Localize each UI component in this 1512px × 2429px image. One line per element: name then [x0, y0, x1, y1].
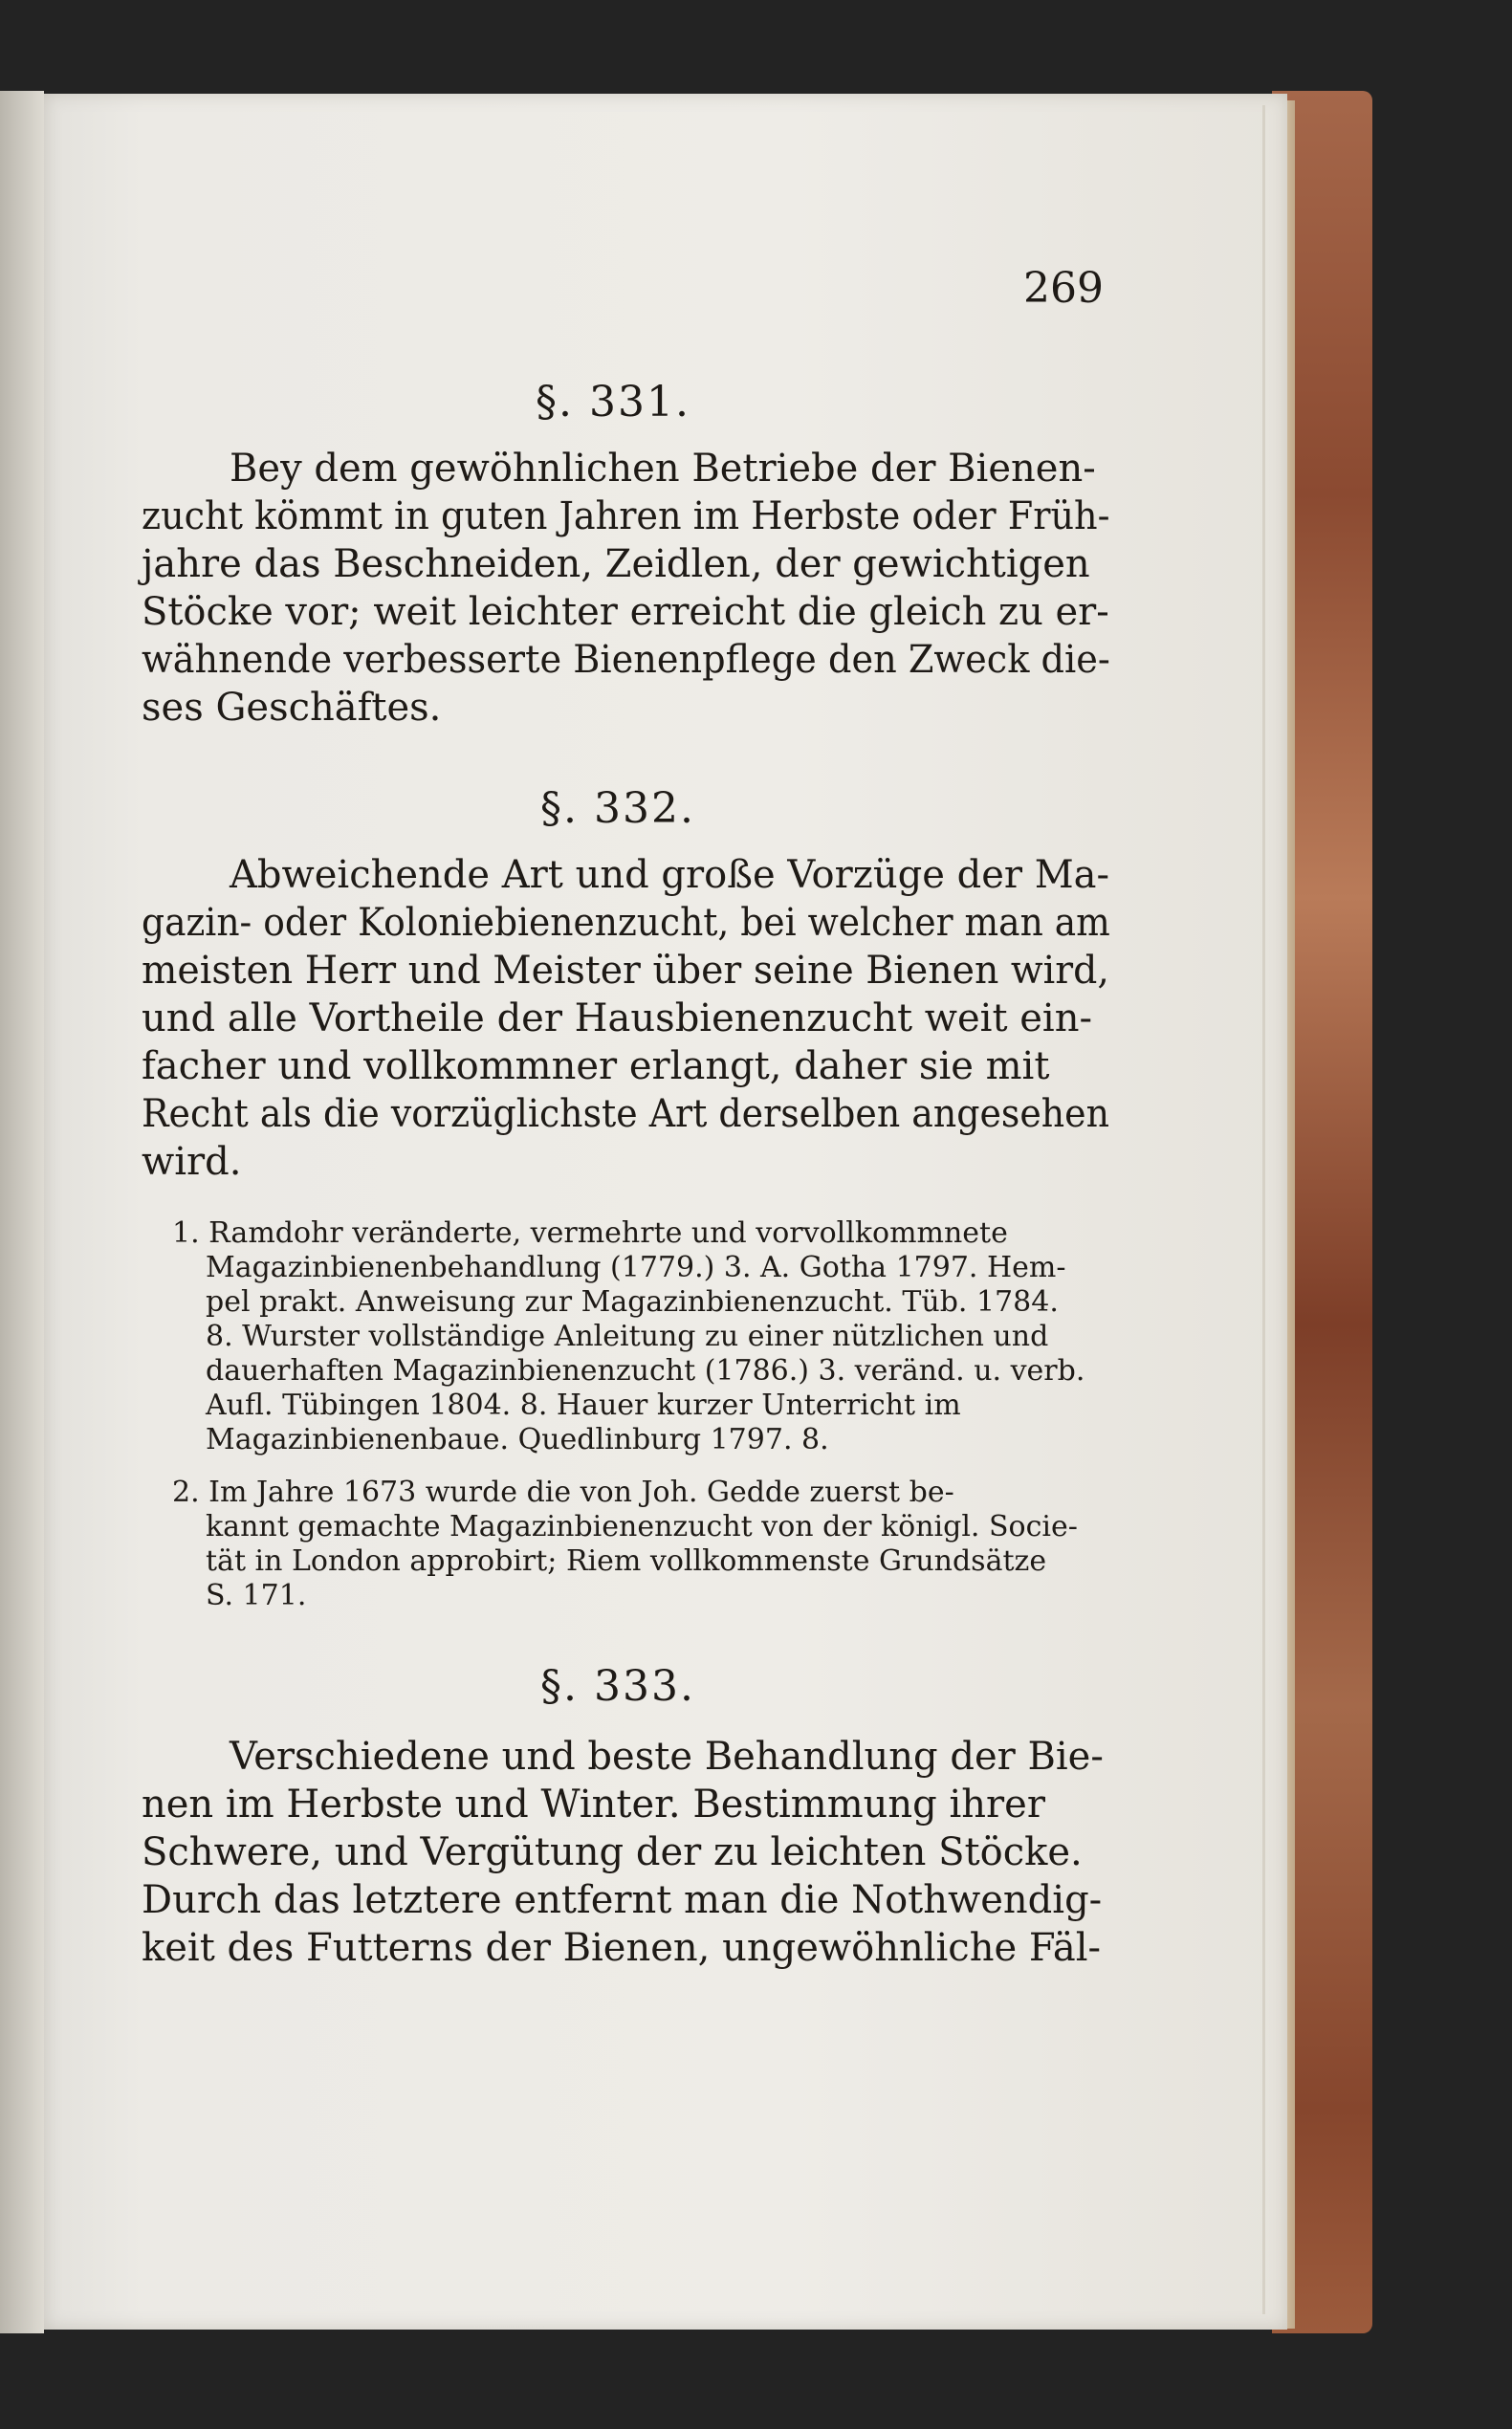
section-332-line-3: meisten Herr und Meister über seine Bienen wird, [142, 949, 1109, 993]
note-2-line-1: 2. Im Jahre 1673 wurde die von Joh. Gedde zuerst be- [172, 1476, 954, 1509]
note-1-line-5: dauerhaften Magazinbienenzucht (1786.) 3. veränd. u. verb. [206, 1354, 1085, 1388]
section-331-line-5: wähnende verbesserte Bienenpflege den Zweck die- [142, 638, 1110, 682]
section-333-line-4: Durch das letztere entfernt man die Nothwendig- [142, 1878, 1103, 1922]
section-332-line-6: Recht als die vorzüglichste Art derselben angesehen [142, 1092, 1109, 1136]
section-331-line-2: zucht kömmt in guten Jahren im Herbste oder Früh- [142, 494, 1110, 538]
book-page [44, 94, 1287, 2330]
section-333-line-5: keit des Futterns der Bienen, ungewöhnliche Fäl- [142, 1926, 1102, 1970]
note-1-line-3: pel prakt. Anweisung zur Magazinbienenzucht. Tüb. 1784. [206, 1285, 1059, 1319]
note-2-line-3: tät in London approbirt; Riem vollkommenste Grundsätze [206, 1544, 1047, 1578]
note-2-line-2: kannt gemachte Magazinbienenzucht von der königl. Socie- [206, 1510, 1078, 1543]
note-1-line-1: 1. Ramdohr veränderte, vermehrte und vorvollkommnete [172, 1216, 1008, 1250]
section-332-line-4: und alle Vortheile der Hausbienenzucht weit ein- [142, 996, 1092, 1040]
note-2-line-4: S. 171. [206, 1579, 307, 1612]
section-heading-333: §. 333. [540, 1662, 695, 1711]
section-332-line-1: Abweichende Art und große Vorzüge der Ma- [230, 853, 1110, 897]
section-332-line-5: facher und vollkommner erlangt, daher sie mit [142, 1044, 1050, 1088]
page-number: 269 [1023, 264, 1104, 313]
section-333-line-2: nen im Herbste und Winter. Bestimmung ihrer [142, 1783, 1045, 1827]
note-1-line-4: 8. Wurster vollständige Anleitung zu einer nützlichen und [206, 1320, 1049, 1353]
section-heading-331: §. 331. [536, 378, 690, 427]
note-1-line-7: Magazinbienenbaue. Quedlinburg 1797. 8. [206, 1423, 829, 1456]
section-333-line-3: Schwere, und Vergütung der zu leichten Stöcke. [142, 1830, 1083, 1874]
section-331-line-1: Bey dem gewöhnlichen Betriebe der Bienen- [230, 447, 1096, 491]
section-332-line-7: wird. [142, 1140, 242, 1184]
section-332-line-2: gazin- oder Koloniebienenzucht, bei welcher man am [142, 901, 1110, 945]
section-333-line-1: Verschiedene und beste Behandlung der Bie- [230, 1735, 1104, 1779]
note-1-line-2: Magazinbienenbehandlung (1779.) 3. A. Gotha 1797. Hem- [206, 1251, 1066, 1284]
previous-page-edge [0, 91, 44, 2333]
page-edge-line [1262, 105, 1265, 2314]
section-331-line-3: jahre das Beschneiden, Zeidlen, der gewichtigen [142, 542, 1090, 586]
note-1-line-6: Aufl. Tübingen 1804. 8. Hauer kurzer Unterricht im [206, 1389, 961, 1422]
section-331-line-4: Stöcke vor; weit leichter erreicht die gleich zu er- [142, 590, 1109, 634]
section-331-line-6: ses Geschäftes. [142, 686, 442, 730]
section-heading-332: §. 332. [540, 784, 695, 833]
